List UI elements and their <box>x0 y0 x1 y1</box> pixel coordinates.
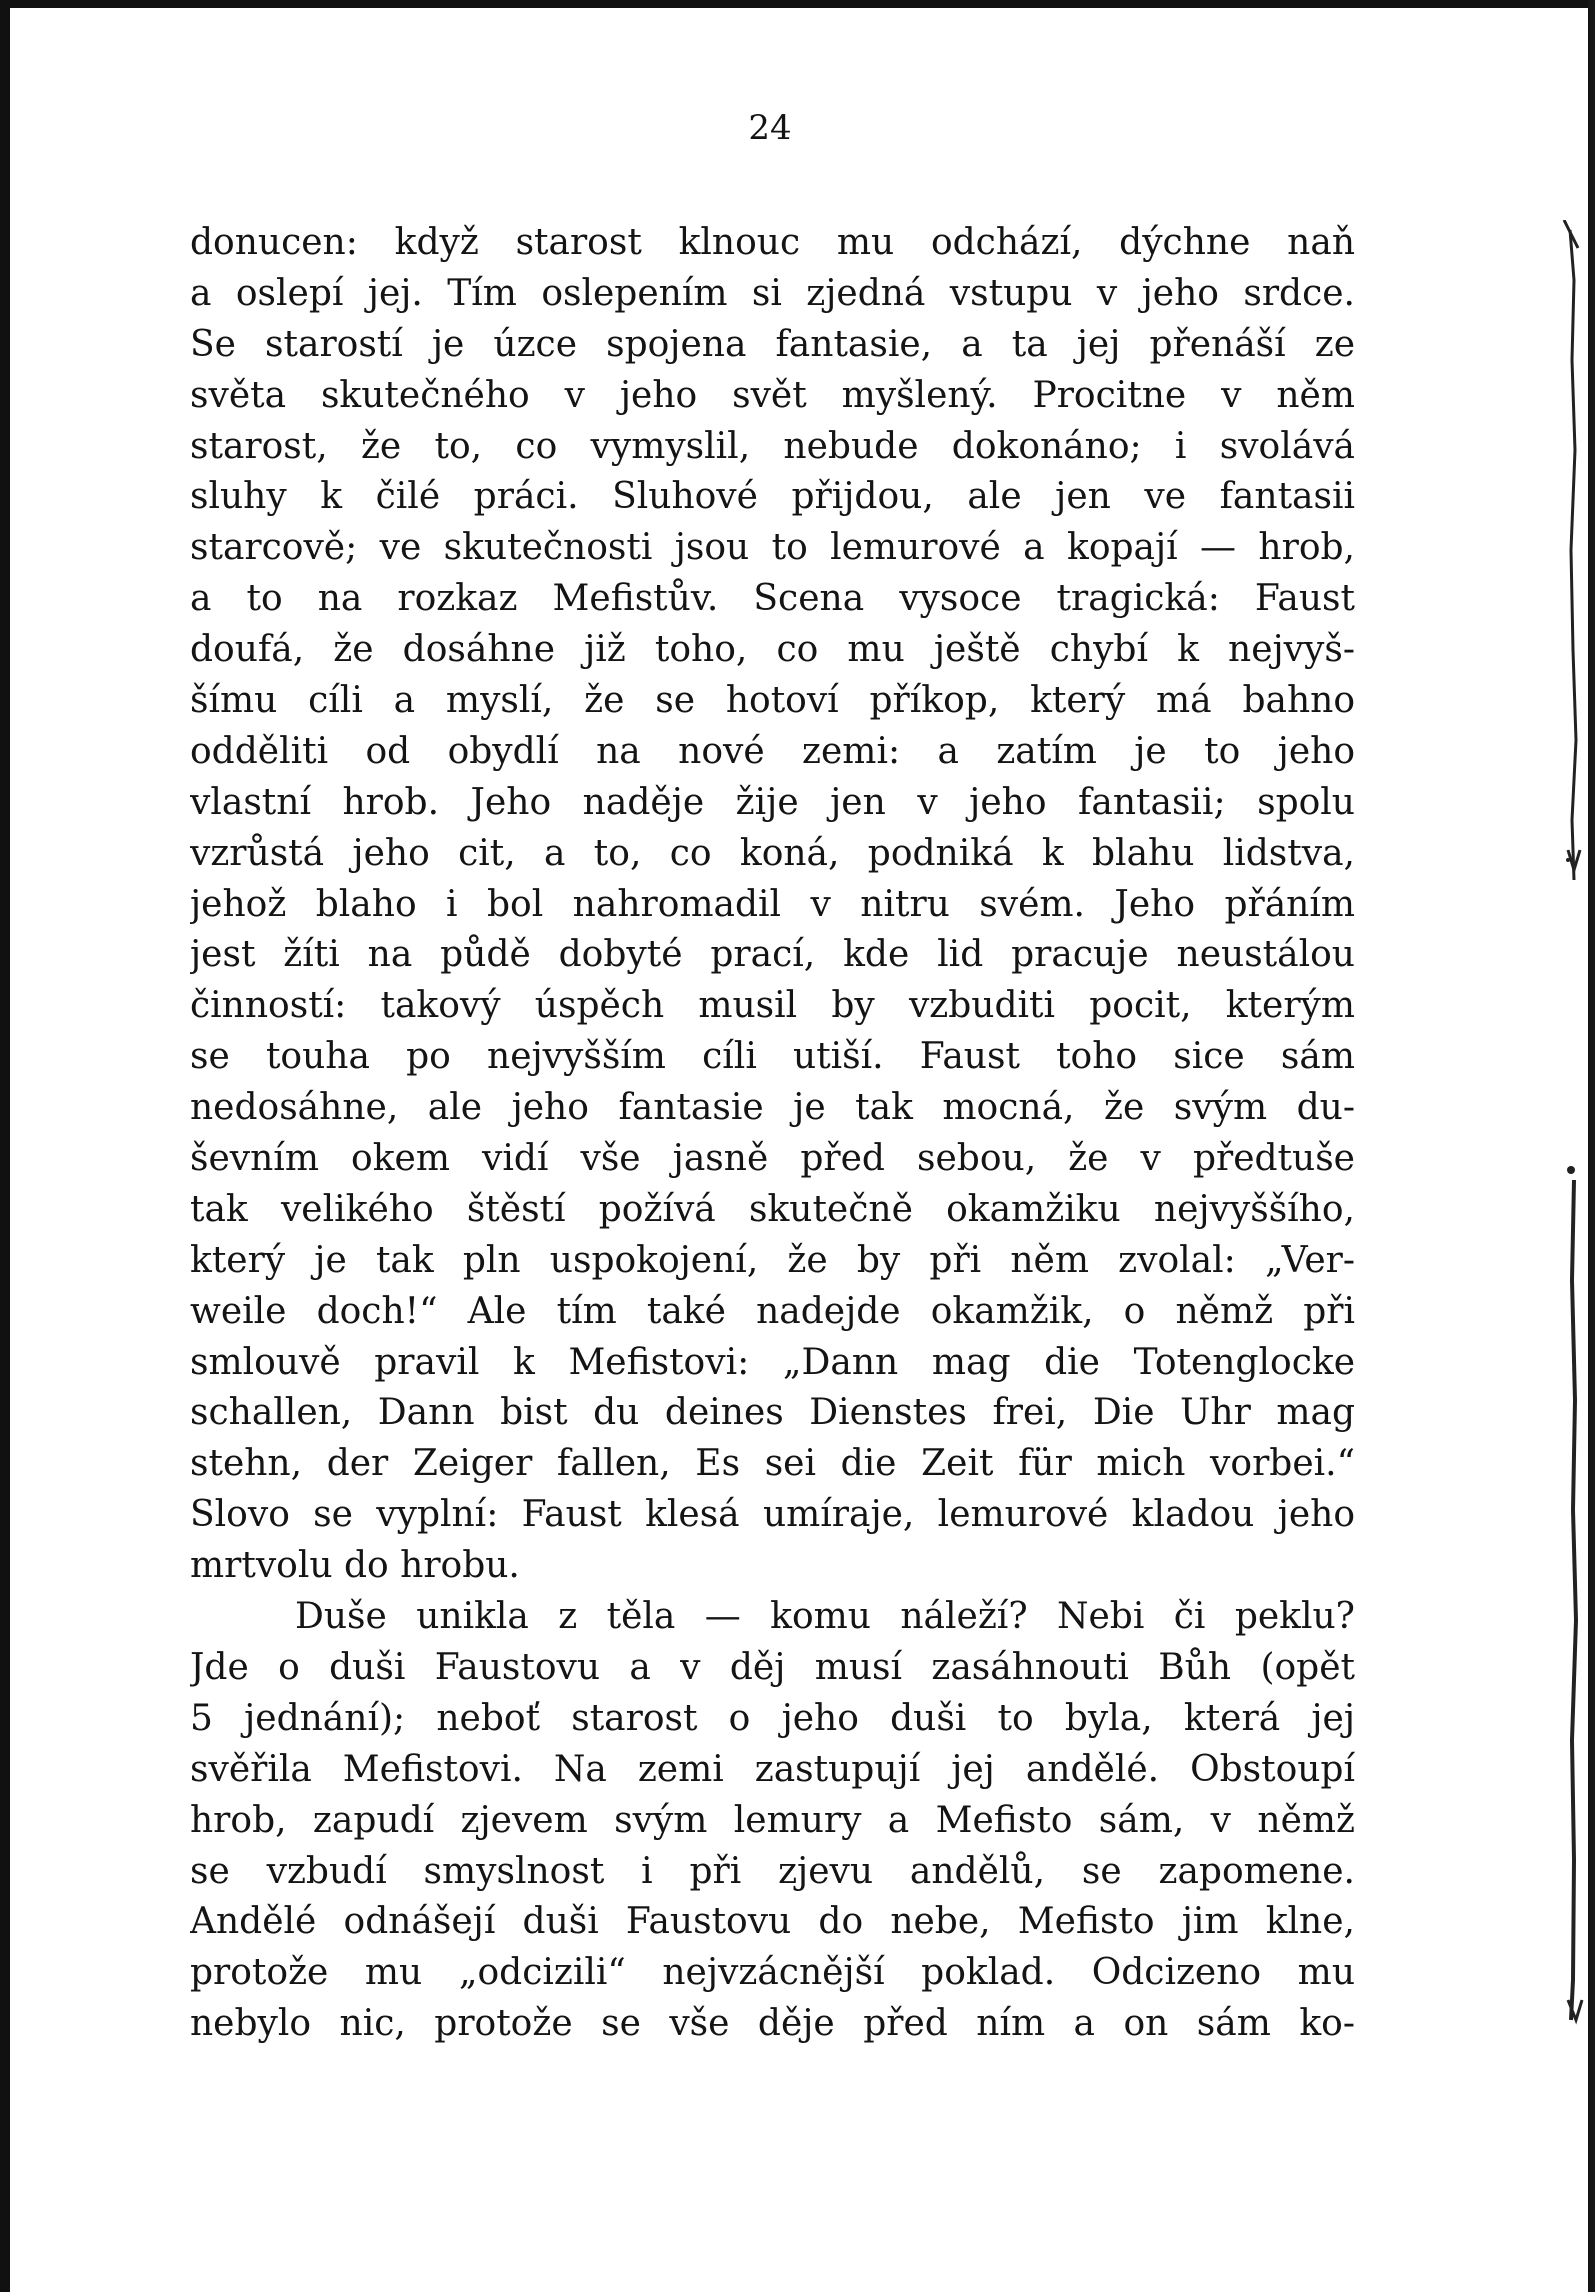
text-line: starost, že to, co vymyslil, nebude dokonáno; i svolává <box>190 425 1355 467</box>
text-line: jest žíti na půdě dobyté prací, kde lid pracuje neustálou <box>190 934 1355 976</box>
adjacent-page-edge <box>1556 220 1586 2070</box>
text-line: a to na rozkaz Mefistův. Scena vysoce tragická: Faust <box>190 578 1355 620</box>
text-line: se vzbudí smyslnost i při zjevu andělů, se zapomene. <box>190 1850 1355 1892</box>
text-line: tak velikého štěstí požívá skutečně okamžiku nejvyššího, <box>190 1188 1355 1230</box>
scan-border-top <box>0 0 1595 8</box>
text-line: Andělé odnášejí duši Faustovu do nebe, Mefisto jim klne, <box>190 1901 1355 1943</box>
text-line: činností: takový úspěch musil by vzbuditi pocit, kterým <box>190 985 1355 1027</box>
text-line: protože mu „odcizili“ nejvzácnější poklad. Odcizeno mu <box>190 1952 1355 1994</box>
page-number: 24 <box>748 108 792 148</box>
text-line: vzrůstá jeho cit, a to, co koná, podniká k blahu lidstva, <box>190 832 1355 874</box>
scan-border-left <box>0 0 10 2292</box>
text-line: a oslepí jej. Tím oslepením si zjedná vstupu v jeho srdce. <box>190 272 1355 314</box>
text-line: vlastní hrob. Jeho naděje žije jen v jeho fantasii; spolu <box>190 781 1355 823</box>
text-line: Jde o duši Faustovu a v děj musí zasáhnouti Bůh (opět <box>190 1646 1355 1688</box>
text-line: schallen, Dann bist du deines Dienstes frei, Die Uhr mag <box>190 1392 1355 1434</box>
text-line: odděliti od obydlí na nové zemi: a zatím je to jeho <box>190 730 1355 772</box>
body-text <box>190 218 1355 2050</box>
text-line: jehož blaho i bol nahromadil v nitru svém. Jeho přáním <box>190 883 1355 925</box>
text-line: Se starostí je úzce spojena fantasie, a ta jej přenáší ze <box>190 323 1355 365</box>
text-line: šímu cíli a myslí, že se hotoví příkop, který má bahno <box>190 680 1355 722</box>
text-line: smlouvě pravil k Mefistovi: „Dann mag die Totenglocke <box>190 1341 1355 1383</box>
text-line: starcově; ve skutečnosti jsou to lemurové a kopají — hrob, <box>190 527 1355 569</box>
text-line: nebylo nic, protože se vše děje před ním a on sám ko- <box>190 2003 1355 2045</box>
text-line: weile doch!“ Ale tím také nadejde okamžik, o němž při <box>190 1290 1355 1332</box>
text-line: stehn, der Zeiger fallen, Es sei die Zeit für mich vorbei.“ <box>190 1443 1355 1485</box>
text-line: Slovo se vyplní: Faust klesá umíraje, lemurové kladou jeho <box>190 1494 1355 1536</box>
text-line: se touha po nejvyšším cíli utiší. Faust toho sice sám <box>190 1036 1355 1078</box>
text-line: doufá, že dosáhne již toho, co mu ještě chybí k nejvyš- <box>190 629 1355 671</box>
text-line: 5 jednání); neboť starost o jeho duši to byla, která jej <box>190 1697 1355 1739</box>
paragraph-first-line: Duše unikla z těla — komu náleží? Nebi či peklu? <box>295 1596 1355 1638</box>
text-line: sluhy k čilé práci. Sluhové přijdou, ale jen ve fantasii <box>190 476 1355 518</box>
text-line: svěřila Mefistovi. Na zemi zastupují jej andělé. Obstoupí <box>190 1748 1355 1790</box>
text-line: hrob, zapudí zjevem svým lemury a Mefisto sám, v němž <box>190 1799 1355 1841</box>
text-line: který je tak pln uspokojení, že by při něm zvolal: „Ver- <box>190 1239 1355 1281</box>
text-line: nedosáhne, ale jeho fantasie je tak mocná, že svým du- <box>190 1087 1355 1129</box>
text-line: světa skutečného v jeho svět myšlený. Procitne v něm <box>190 374 1355 416</box>
text-line: ševním okem vidí vše jasně před sebou, že v předtuše <box>190 1138 1355 1180</box>
scan-border-right <box>1588 0 1595 2292</box>
paragraph-last-line: mrtvolu do hrobu. <box>190 1545 520 1587</box>
text-line: donucen: když starost klnouc mu odchází, dýchne naň <box>190 222 1355 263</box>
